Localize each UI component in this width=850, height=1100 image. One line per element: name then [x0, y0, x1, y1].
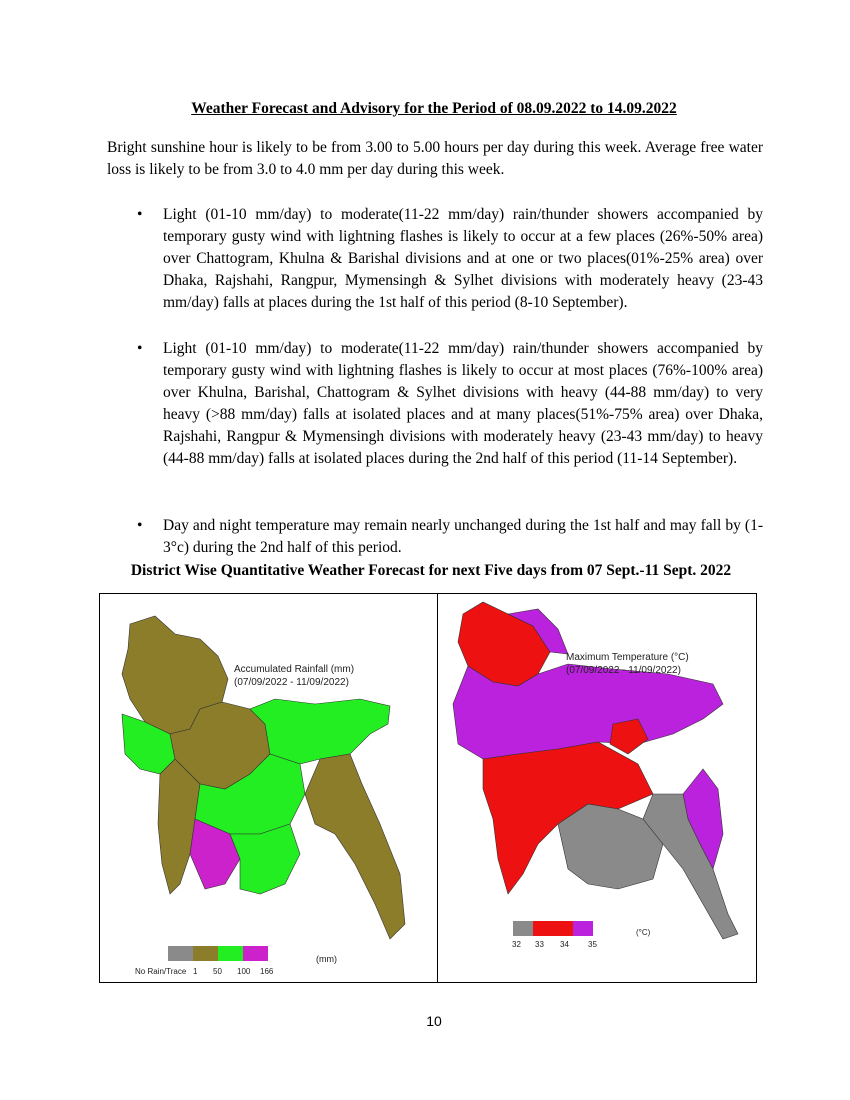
rainfall-map-panel: [100, 594, 437, 982]
temperature-map-title: Maximum Temperature (°C): [566, 652, 689, 663]
intro-paragraph: Bright sunshine hour is likely to be from 3.00 to 5.00 hours per day during this week. Average free water loss is likely to be from 3.0 to 4.0 mm per day during this week.: [107, 139, 763, 178]
temperature-legend-label: 35: [588, 940, 597, 949]
bullet-item-1: [107, 204, 763, 314]
temperature-map: [438, 594, 756, 982]
temperature-legend-label: 32: [512, 940, 521, 949]
rainfall-legend-unit: (mm): [316, 954, 337, 964]
rainfall-region-southeast: [305, 754, 405, 939]
page-heading: Weather Forecast and Advisory for the Period of 08.09.2022 to 14.09.2022: [191, 100, 677, 117]
bullet-symbol: •: [137, 517, 143, 534]
rainfall-map-title: Accumulated Rainfall (mm): [234, 664, 355, 675]
temperature-legend-label: 34: [560, 940, 569, 949]
bullet-text: Light (01-10 mm/day) to moderate(11-22 mm/day) rain/thunder showers accompanied by temporary gusty wind with lightning flashes is likely to occur at most places (76%-100% area) over Khulna, Barishal, Chattogram & Sylhet divisions with heavy (44-88 mm/day) to very heavy (>88 mm/day) falls at isolated places and at many places(51%-75% area) over Dhaka, Rajshahi, Rangpur & Mymensingh divisions with moderately heavy (23-43 mm/day) to heavy (44-88 mm/day) falls at isolated places during the 2nd half of this period (11-14 September).: [163, 340, 763, 467]
temperature-legend-swatch-1: [513, 921, 533, 936]
rainfall-legend-swatch-2: [193, 946, 218, 961]
temperature-legend-swatch-3: [553, 921, 573, 936]
rainfall-map: [100, 594, 437, 982]
temperature-legend-label: 33: [535, 940, 544, 949]
bullet-item-3: [107, 515, 763, 559]
rainfall-legend-label: 1: [193, 967, 198, 976]
temperature-map-dates: (07/09/2022 - 11/09/2022): [566, 665, 681, 676]
rainfall-map-dates: (07/09/2022 - 11/09/2022): [234, 677, 349, 688]
bullet-text: Day and night temperature may remain nearly unchanged during the 1st half and may fall by (1- 3°c) during the 2nd half of this period.: [163, 517, 763, 556]
bullet-symbol: •: [137, 340, 143, 357]
temperature-map-panel: [438, 594, 756, 982]
rainfall-legend-label: 100: [237, 967, 251, 976]
bullet-item-2: [107, 338, 763, 470]
temperature-legend-unit: (°C): [636, 928, 651, 937]
rainfall-legend-label: 166: [260, 967, 274, 976]
forecast-map-figure: [99, 593, 757, 983]
bullet-text: Light (01-10 mm/day) to moderate(11-22 mm/day) rain/thunder showers accompanied by temporary gusty wind with lightning flashes is likely to occur at a few places (26%-50% area) over Chattogram, Khulna & Barishal divisions and at one or two places(01%-25% area) over Dhaka, Rajshahi, Rangpur, Mymensingh & Sylhet divisions with moderately heavy (23-43 mm/day) falls at places during the 1st half of this period (8-10 September).: [163, 206, 763, 311]
temperature-legend-swatch-4: [573, 921, 593, 936]
rainfall-legend-swatch-1: [168, 946, 193, 961]
rainfall-legend-label: 50: [213, 967, 222, 976]
forecast-subheading: District Wise Quantitative Weather Forecast for next Five days from 07 Sept.-11 Sept. 2022: [130, 562, 732, 579]
rainfall-region-coast-east: [230, 824, 300, 894]
rainfall-legend-swatch-3: [218, 946, 243, 961]
rainfall-legend-swatch-4: [243, 946, 268, 961]
page-number: 10: [426, 1013, 442, 1029]
temperature-legend-swatch-2: [533, 921, 553, 936]
bullet-symbol: •: [137, 206, 143, 223]
rainfall-legend-label: No Rain/Trace: [135, 967, 187, 976]
